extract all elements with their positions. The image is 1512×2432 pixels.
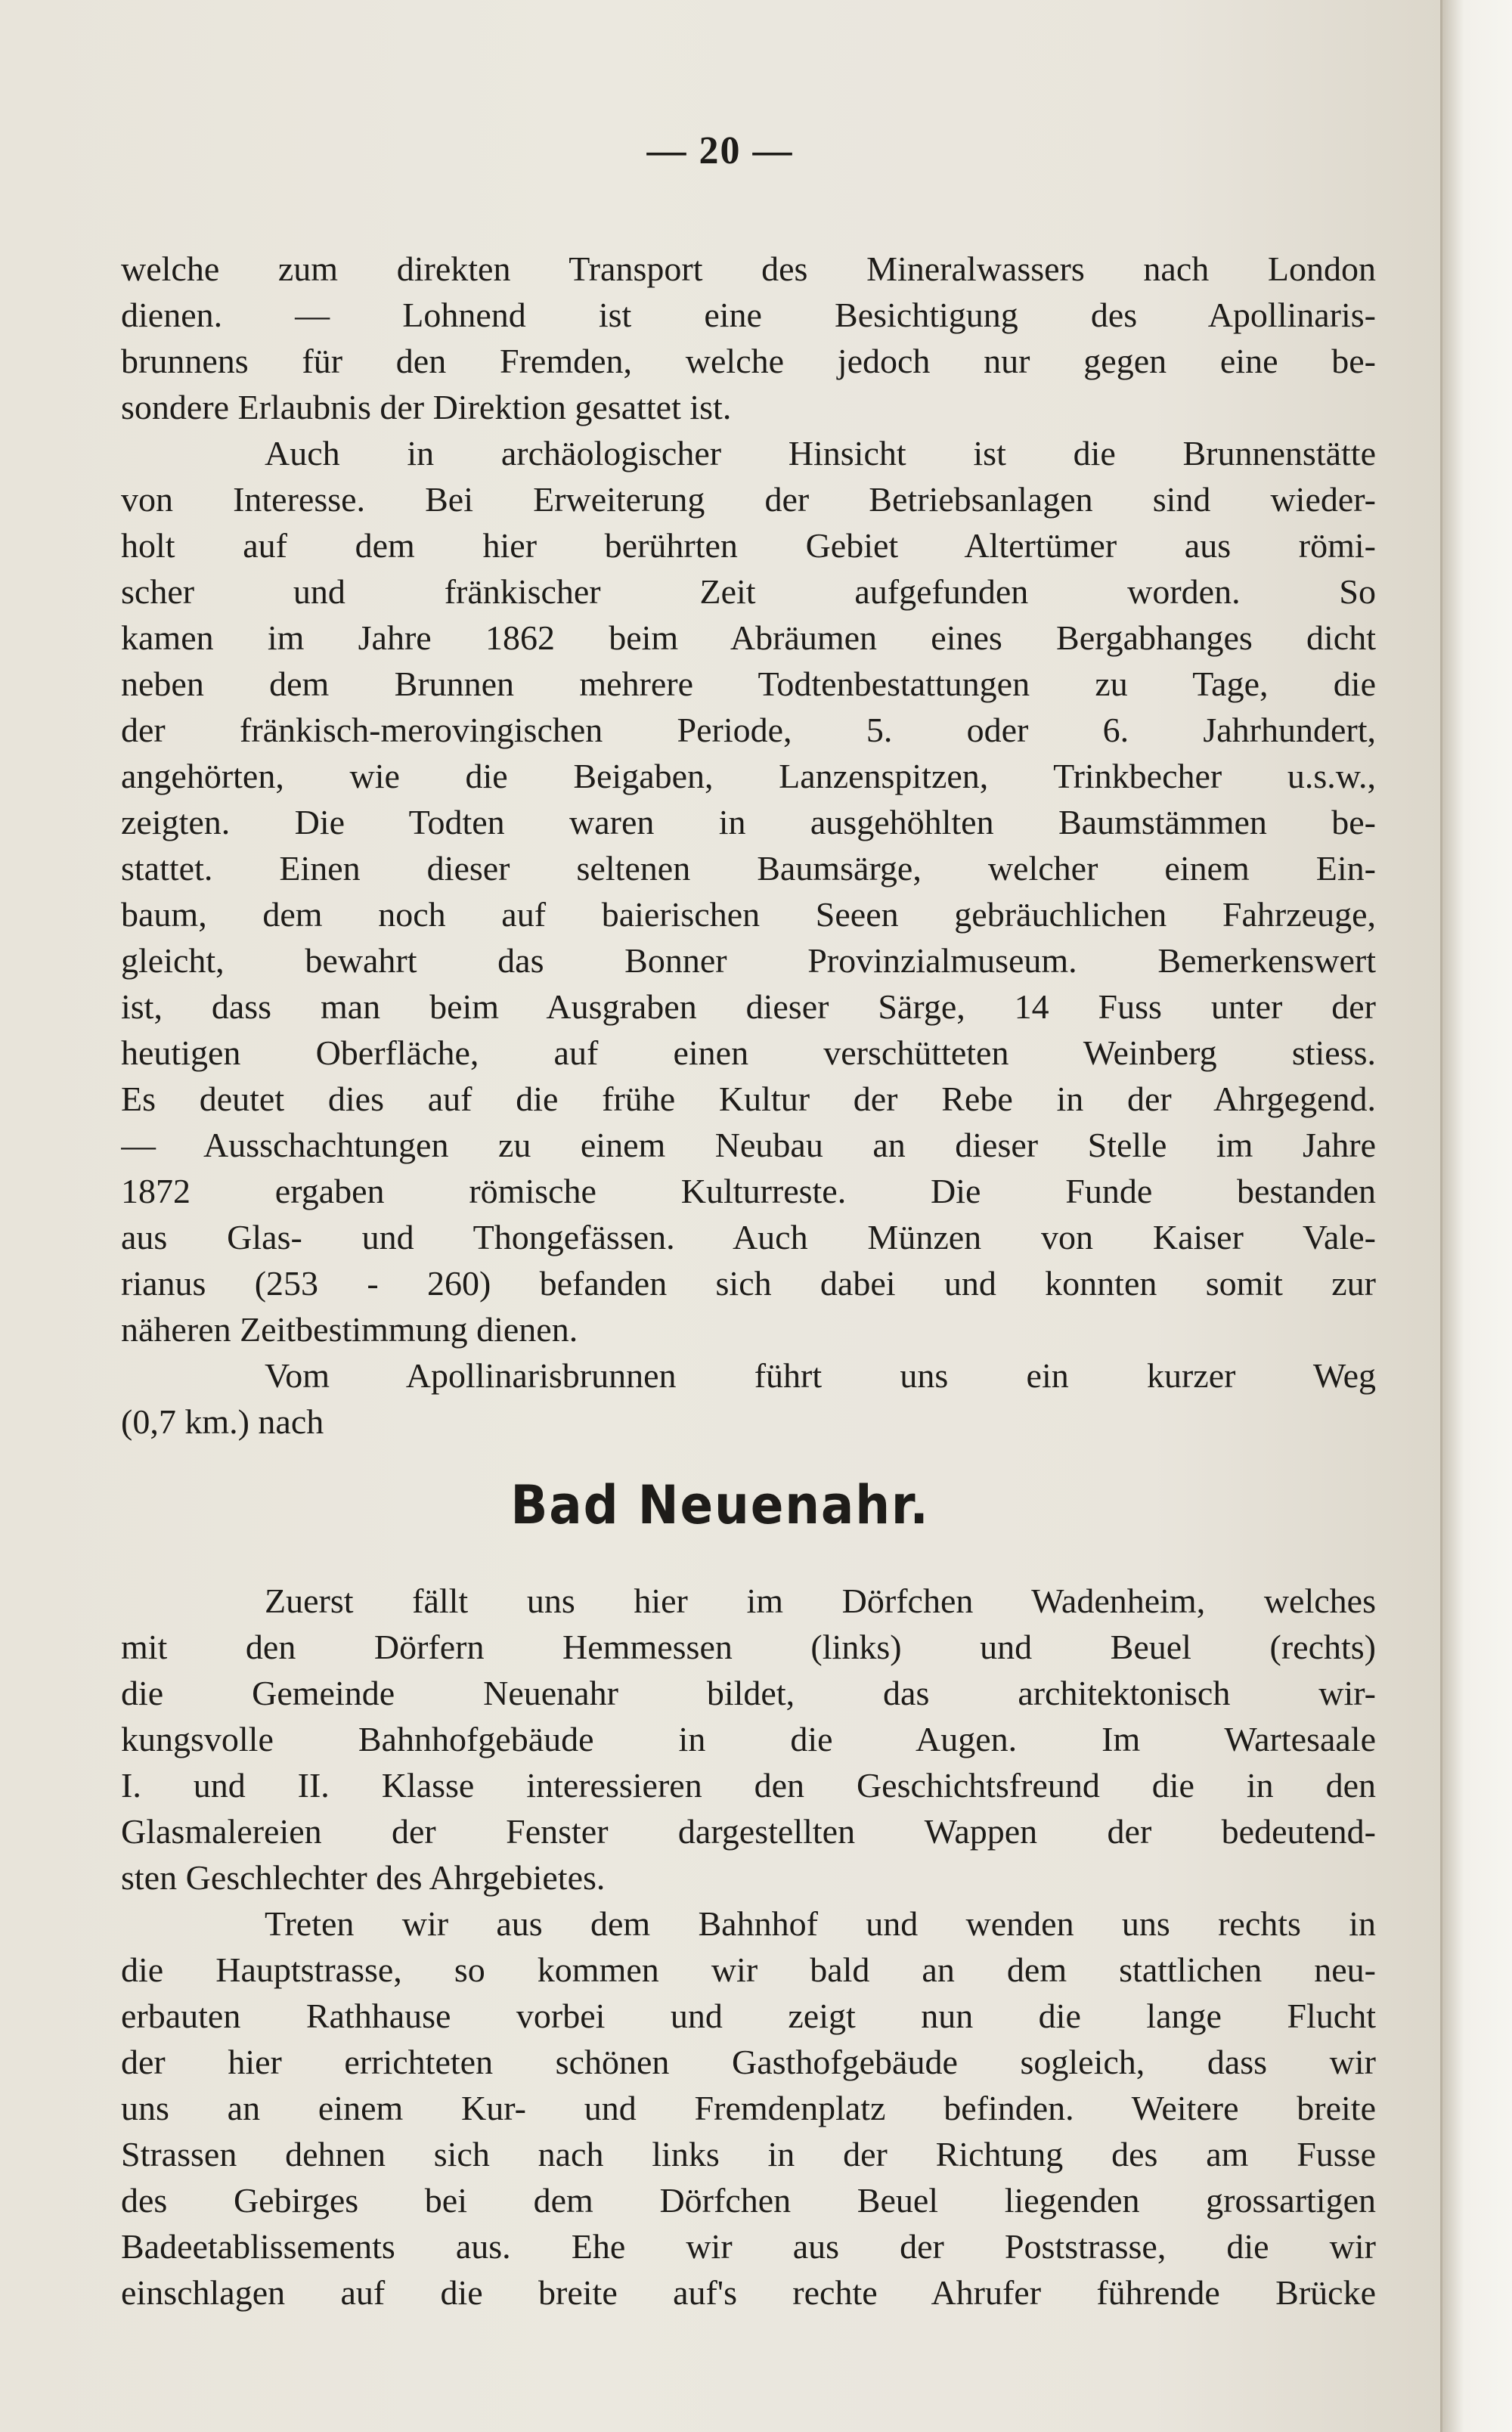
text-block-bottom — [121, 1578, 1376, 2316]
text-line: die Gemeinde Neuenahr bildet, das architektonisch wir- — [121, 1674, 1376, 1712]
text-line: Auch in archäologischer Hinsicht ist die Brunnenstätte — [265, 434, 1376, 472]
section-heading: Bad Neuenahr. — [510, 1474, 930, 1536]
text-line: die Hauptstrasse, so kommen wir bald an dem stattlichen neu- — [121, 1950, 1376, 1989]
text-line: — Ausschachtungen zu einem Neubau an dieser Stelle im Jahre — [121, 1126, 1376, 1164]
text-line: I. und II. Klasse interessieren den Geschichtsfreund die in den — [121, 1766, 1376, 1805]
text-line: angehörten, wie die Beigaben, Lanzenspitzen, Trinkbecher u.s.w., — [121, 757, 1376, 795]
text-line: näheren Zeitbestimmung dienen. — [121, 1310, 578, 1349]
text-line: ist, dass man beim Ausgraben dieser Särge, 14 Fuss unter der — [121, 987, 1376, 1026]
text-line: dienen. — Lohnend ist eine Besichtigung des Apollinaris- — [121, 296, 1376, 334]
text-block-top — [121, 246, 1376, 1445]
text-line: gleicht, bewahrt das Bonner Provinzialmuseum. Bemerkenswert — [121, 941, 1376, 980]
text-line: kungsvolle Bahnhofgebäude in die Augen. Im Wartesaale — [121, 1720, 1376, 1758]
text-line: Es deutet dies auf die frühe Kultur der Rebe in der Ahrgegend. — [121, 1080, 1376, 1118]
text-line: sten Geschlechter des Ahrgebietes. — [121, 1858, 606, 1897]
text-line: neben dem Brunnen mehrere Todtenbestattungen zu Tage, die — [121, 665, 1376, 703]
text-line: der fränkisch-merovingischen Periode, 5. oder 6. Jahrhundert, — [121, 711, 1376, 749]
text-line: zeigten. Die Todten waren in ausgehöhlten Baumstämmen be- — [121, 803, 1376, 841]
text-line: holt auf dem hier berührten Gebiet Altertümer aus römi- — [121, 526, 1376, 565]
text-line: welche zum direkten Transport des Mineralwassers nach London — [121, 249, 1376, 288]
text-line: der hier errichteten schönen Gasthofgebäude sogleich, dass wir — [121, 2043, 1376, 2081]
text-line: aus Glas- und Thongefässen. Auch Münzen von Kaiser Vale- — [121, 1218, 1376, 1256]
text-line: des Gebirges bei dem Dörfchen Beuel liegenden grossartigen — [121, 2181, 1376, 2220]
text-line: Zuerst fällt uns hier im Dörfchen Wadenheim, welches — [265, 1582, 1376, 1620]
text-line: einschlagen auf die breite auf's rechte Ahrufer führende Brücke — [121, 2273, 1376, 2312]
page-number: — 20 — — [646, 129, 794, 172]
text-line: Badeetablissements aus. Ehe wir aus der Poststrasse, die wir — [121, 2227, 1376, 2266]
page-edge — [1440, 0, 1512, 2432]
text-line: brunnens für den Fremden, welche jedoch nur gegen eine be- — [121, 342, 1376, 380]
text-line: von Interesse. Bei Erweiterung der Betriebsanlagen sind wieder- — [121, 480, 1376, 519]
text-line: heutigen Oberfläche, auf einen verschütteten Weinberg stiess. — [121, 1033, 1376, 1072]
text-line: Strassen dehnen sich nach links in der Richtung des am Fusse — [121, 2135, 1376, 2173]
text-line: Vom Apollinarisbrunnen führt uns ein kurzer Weg — [265, 1356, 1376, 1395]
text-line: baum, dem noch auf baierischen Seeen gebräuchlichen Fahrzeuge, — [121, 895, 1376, 934]
text-line: sondere Erlaubnis der Direktion gesattet ist. — [121, 388, 732, 426]
text-line: Treten wir aus dem Bahnhof und wenden uns rechts in — [265, 1904, 1376, 1943]
text-line: uns an einem Kur- und Fremdenplatz befinden. Weitere breite — [121, 2089, 1376, 2127]
text-line: (0,7 km.) nach — [121, 1402, 324, 1441]
text-line: 1872 ergaben römische Kulturreste. Die Funde bestanden — [121, 1172, 1376, 1210]
text-line: rianus (253 - 260) befanden sich dabei und konnten somit zur — [121, 1264, 1376, 1303]
text-line: mit den Dörfern Hemmessen (links) und Beuel (rechts) — [121, 1628, 1376, 1666]
text-line: scher und fränkischer Zeit aufgefunden worden. So — [121, 572, 1376, 611]
text-line: kamen im Jahre 1862 beim Abräumen eines Bergabhanges dicht — [121, 618, 1376, 657]
text-line: stattet. Einen dieser seltenen Baumsärge, welcher einem Ein- — [121, 849, 1376, 888]
text-line: erbauten Rathhause vorbei und zeigt nun die lange Flucht — [121, 1997, 1376, 2035]
text-line: Glasmalereien der Fenster dargestellten Wappen der bedeutend- — [121, 1812, 1376, 1851]
